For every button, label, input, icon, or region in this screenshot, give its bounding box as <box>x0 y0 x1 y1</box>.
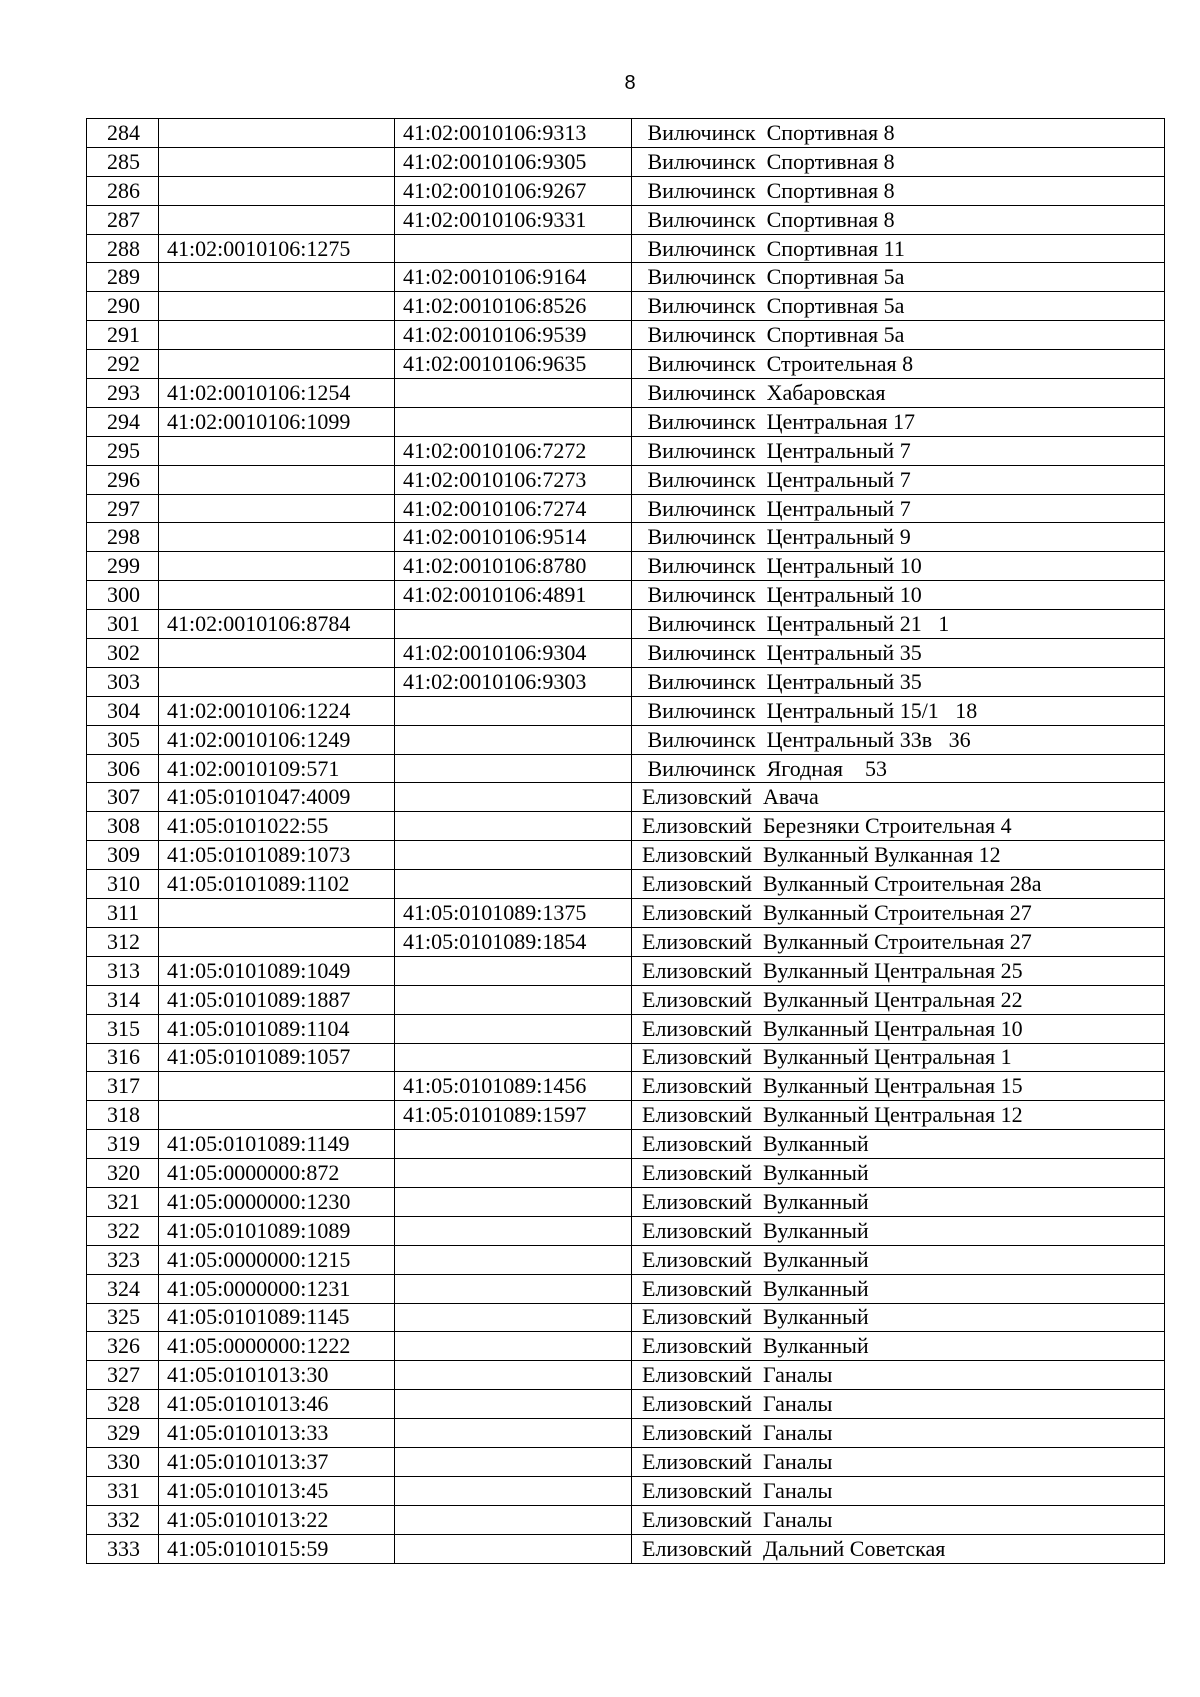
premise-cadastral-number-cell <box>395 1014 632 1043</box>
cadastral-number-cell <box>159 581 395 610</box>
address-cell: Елизовский Вулканный Строительная 27 <box>632 927 1165 956</box>
table-row <box>87 205 1165 234</box>
premise-cadastral-number-cell <box>395 1303 632 1332</box>
premise-cadastral-number-cell <box>395 783 632 812</box>
row-number-cell: 288 <box>87 234 159 263</box>
address-cell: Елизовский Вулканный <box>632 1159 1165 1188</box>
cadastral-number-cell <box>159 899 395 928</box>
table-row <box>87 1447 1165 1476</box>
address-cell: Вилючинск Центральный 21 1 <box>632 610 1165 639</box>
address-cell: Елизовский Вулканный <box>632 1216 1165 1245</box>
table-row <box>87 1216 1165 1245</box>
row-number-cell: 317 <box>87 1072 159 1101</box>
table-row <box>87 321 1165 350</box>
premise-cadastral-number-cell <box>395 956 632 985</box>
cadastral-number-cell: 41:05:0101089:1049 <box>159 956 395 985</box>
premise-cadastral-number-cell <box>395 812 632 841</box>
table-row <box>87 1043 1165 1072</box>
premise-cadastral-number-cell <box>395 1245 632 1274</box>
table-row <box>87 1332 1165 1361</box>
address-cell: Вилючинск Спортивная 5а <box>632 321 1165 350</box>
address-cell: Елизовский Вулканный <box>632 1245 1165 1274</box>
address-cell: Вилючинск Ягодная 53 <box>632 754 1165 783</box>
table-row <box>87 465 1165 494</box>
table-row <box>87 1274 1165 1303</box>
premise-cadastral-number-cell: 41:02:0010106:9635 <box>395 350 632 379</box>
cadastral-number-cell: 41:05:0101089:1149 <box>159 1130 395 1159</box>
table-row <box>87 436 1165 465</box>
table-row <box>87 552 1165 581</box>
row-number-cell: 314 <box>87 985 159 1014</box>
cadastral-number-cell <box>159 1072 395 1101</box>
address-cell: Елизовский Вулканный Строительная 28а <box>632 870 1165 899</box>
row-number-cell: 285 <box>87 147 159 176</box>
table-row <box>87 407 1165 436</box>
premise-cadastral-number-cell <box>395 1187 632 1216</box>
row-number-cell: 312 <box>87 927 159 956</box>
cadastral-number-cell: 41:05:0101089:1089 <box>159 1216 395 1245</box>
premise-cadastral-number-cell: 41:02:0010106:4891 <box>395 581 632 610</box>
cadastral-number-cell: 41:02:0010106:8784 <box>159 610 395 639</box>
row-number-cell: 306 <box>87 754 159 783</box>
cadastral-number-cell: 41:05:0000000:872 <box>159 1159 395 1188</box>
address-cell: Елизовский Вулканный Центральная 15 <box>632 1072 1165 1101</box>
address-cell: Вилючинск Спортивная 5а <box>632 292 1165 321</box>
table-row <box>87 494 1165 523</box>
premise-cadastral-number-cell <box>395 234 632 263</box>
row-number-cell: 313 <box>87 956 159 985</box>
table-row <box>87 350 1165 379</box>
cadastral-number-cell <box>159 205 395 234</box>
address-cell: Вилючинск Спортивная 11 <box>632 234 1165 263</box>
table-row <box>87 1014 1165 1043</box>
table-row <box>87 927 1165 956</box>
premise-cadastral-number-cell <box>395 1419 632 1448</box>
premise-cadastral-number-cell <box>395 1476 632 1505</box>
cadastral-number-cell: 41:02:0010106:1224 <box>159 696 395 725</box>
cadastral-number-cell <box>159 523 395 552</box>
table-row <box>87 610 1165 639</box>
premise-cadastral-number-cell <box>395 841 632 870</box>
row-number-cell: 309 <box>87 841 159 870</box>
table-row <box>87 783 1165 812</box>
premise-cadastral-number-cell <box>395 1043 632 1072</box>
premise-cadastral-number-cell: 41:02:0010106:9514 <box>395 523 632 552</box>
row-number-cell: 332 <box>87 1505 159 1534</box>
premise-cadastral-number-cell: 41:05:0101089:1375 <box>395 899 632 928</box>
premise-cadastral-number-cell: 41:02:0010106:9304 <box>395 639 632 668</box>
table-row <box>87 581 1165 610</box>
row-number-cell: 329 <box>87 1419 159 1448</box>
table-row <box>87 985 1165 1014</box>
premise-cadastral-number-cell <box>395 1534 632 1563</box>
premise-cadastral-number-cell <box>395 985 632 1014</box>
table-row <box>87 1130 1165 1159</box>
row-number-cell: 315 <box>87 1014 159 1043</box>
cadastral-number-cell: 41:05:0101022:55 <box>159 812 395 841</box>
premise-cadastral-number-cell <box>395 725 632 754</box>
row-number-cell: 294 <box>87 407 159 436</box>
premise-cadastral-number-cell: 41:02:0010106:9331 <box>395 205 632 234</box>
table-row <box>87 1390 1165 1419</box>
registry-table-body <box>87 119 1165 1564</box>
address-cell: Елизовский Вулканный <box>632 1303 1165 1332</box>
cadastral-number-cell <box>159 176 395 205</box>
cadastral-number-cell <box>159 147 395 176</box>
address-cell: Вилючинск Центральная 17 <box>632 407 1165 436</box>
premise-cadastral-number-cell: 41:05:0101089:1597 <box>395 1101 632 1130</box>
premise-cadastral-number-cell <box>395 754 632 783</box>
premise-cadastral-number-cell <box>395 1332 632 1361</box>
address-cell: Елизовский Ганалы <box>632 1361 1165 1390</box>
row-number-cell: 328 <box>87 1390 159 1419</box>
table-row <box>87 147 1165 176</box>
table-row <box>87 870 1165 899</box>
address-cell: Вилючинск Центральный 7 <box>632 436 1165 465</box>
row-number-cell: 291 <box>87 321 159 350</box>
address-cell: Елизовский Вулканный Центральная 25 <box>632 956 1165 985</box>
cadastral-number-cell <box>159 436 395 465</box>
address-cell: Елизовский Авача <box>632 783 1165 812</box>
row-number-cell: 321 <box>87 1187 159 1216</box>
row-number-cell: 326 <box>87 1332 159 1361</box>
cadastral-number-cell: 41:05:0101013:30 <box>159 1361 395 1390</box>
premise-cadastral-number-cell: 41:02:0010106:9303 <box>395 667 632 696</box>
address-cell: Елизовский Вулканный <box>632 1187 1165 1216</box>
cadastral-number-cell: 41:05:0000000:1222 <box>159 1332 395 1361</box>
row-number-cell: 320 <box>87 1159 159 1188</box>
cadastral-number-cell: 41:05:0101013:33 <box>159 1419 395 1448</box>
cadastral-number-cell: 41:05:0000000:1215 <box>159 1245 395 1274</box>
row-number-cell: 286 <box>87 176 159 205</box>
table-row <box>87 1072 1165 1101</box>
cadastral-number-cell: 41:05:0101013:37 <box>159 1447 395 1476</box>
address-cell: Елизовский Вулканный Строительная 27 <box>632 899 1165 928</box>
cadastral-number-cell: 41:05:0101089:1104 <box>159 1014 395 1043</box>
row-number-cell: 303 <box>87 667 159 696</box>
row-number-cell: 308 <box>87 812 159 841</box>
row-number-cell: 305 <box>87 725 159 754</box>
cadastral-number-cell: 41:02:0010106:1254 <box>159 379 395 408</box>
table-row <box>87 176 1165 205</box>
table-row <box>87 1505 1165 1534</box>
premise-cadastral-number-cell <box>395 1216 632 1245</box>
row-number-cell: 300 <box>87 581 159 610</box>
address-cell: Вилючинск Центральный 35 <box>632 667 1165 696</box>
table-row <box>87 523 1165 552</box>
premise-cadastral-number-cell: 41:05:0101089:1854 <box>395 927 632 956</box>
row-number-cell: 327 <box>87 1361 159 1390</box>
cadastral-number-cell <box>159 494 395 523</box>
cadastral-number-cell <box>159 1101 395 1130</box>
address-cell: Вилючинск Спортивная 8 <box>632 205 1165 234</box>
cadastral-number-cell: 41:02:0010109:571 <box>159 754 395 783</box>
premise-cadastral-number-cell: 41:02:0010106:8526 <box>395 292 632 321</box>
table-row <box>87 292 1165 321</box>
premise-cadastral-number-cell: 41:02:0010106:9539 <box>395 321 632 350</box>
table-row <box>87 1245 1165 1274</box>
table-row <box>87 754 1165 783</box>
address-cell: Вилючинск Спортивная 8 <box>632 176 1165 205</box>
row-number-cell: 284 <box>87 119 159 148</box>
address-cell: Елизовский Ганалы <box>632 1390 1165 1419</box>
address-cell: Елизовский Вулканный <box>632 1332 1165 1361</box>
address-cell: Елизовский Вулканный Центральная 22 <box>632 985 1165 1014</box>
table-row <box>87 1419 1165 1448</box>
table-row <box>87 1476 1165 1505</box>
address-cell: Елизовский Дальний Советская <box>632 1534 1165 1563</box>
address-cell: Вилючинск Спортивная 8 <box>632 147 1165 176</box>
row-number-cell: 323 <box>87 1245 159 1274</box>
cadastral-number-cell: 41:05:0101015:59 <box>159 1534 395 1563</box>
address-cell: Елизовский Вулканный <box>632 1130 1165 1159</box>
premise-cadastral-number-cell <box>395 1274 632 1303</box>
cadastral-number-cell: 41:05:0101013:22 <box>159 1505 395 1534</box>
address-cell: Вилючинск Спортивная 8 <box>632 119 1165 148</box>
premise-cadastral-number-cell <box>395 407 632 436</box>
premise-cadastral-number-cell <box>395 379 632 408</box>
row-number-cell: 311 <box>87 899 159 928</box>
table-row <box>87 1534 1165 1563</box>
cadastral-number-cell: 41:05:0101089:1887 <box>159 985 395 1014</box>
row-number-cell: 322 <box>87 1216 159 1245</box>
table-row <box>87 812 1165 841</box>
cadastral-number-cell <box>159 639 395 668</box>
premise-cadastral-number-cell <box>395 1159 632 1188</box>
cadastral-number-cell <box>159 465 395 494</box>
row-number-cell: 293 <box>87 379 159 408</box>
cadastral-number-cell: 41:05:0101089:1073 <box>159 841 395 870</box>
premise-cadastral-number-cell <box>395 610 632 639</box>
row-number-cell: 307 <box>87 783 159 812</box>
premise-cadastral-number-cell: 41:02:0010106:7274 <box>395 494 632 523</box>
cadastral-number-cell: 41:05:0101089:1102 <box>159 870 395 899</box>
premise-cadastral-number-cell: 41:02:0010106:9305 <box>395 147 632 176</box>
cadastral-number-cell: 41:05:0101047:4009 <box>159 783 395 812</box>
address-cell: Вилючинск Хабаровская <box>632 379 1165 408</box>
premise-cadastral-number-cell <box>395 1361 632 1390</box>
table-row <box>87 1187 1165 1216</box>
address-cell: Елизовский Ганалы <box>632 1447 1165 1476</box>
address-cell: Елизовский Вулканный Центральная 10 <box>632 1014 1165 1043</box>
registry-table <box>86 118 1165 1564</box>
cadastral-number-cell <box>159 552 395 581</box>
premise-cadastral-number-cell: 41:02:0010106:9267 <box>395 176 632 205</box>
address-cell: Вилючинск Центральный 10 <box>632 581 1165 610</box>
address-cell: Вилючинск Центральный 7 <box>632 465 1165 494</box>
premise-cadastral-number-cell: 41:02:0010106:7273 <box>395 465 632 494</box>
premise-cadastral-number-cell <box>395 696 632 725</box>
premise-cadastral-number-cell <box>395 1390 632 1419</box>
address-cell: Елизовский Ганалы <box>632 1505 1165 1534</box>
premise-cadastral-number-cell: 41:05:0101089:1456 <box>395 1072 632 1101</box>
address-cell: Вилючинск Центральный 15/1 18 <box>632 696 1165 725</box>
table-row <box>87 899 1165 928</box>
premise-cadastral-number-cell: 41:02:0010106:9313 <box>395 119 632 148</box>
address-cell: Елизовский Ганалы <box>632 1476 1165 1505</box>
address-cell: Вилючинск Центральный 10 <box>632 552 1165 581</box>
row-number-cell: 299 <box>87 552 159 581</box>
address-cell: Вилючинск Центральный 7 <box>632 494 1165 523</box>
address-cell: Вилючинск Центральный 35 <box>632 639 1165 668</box>
row-number-cell: 325 <box>87 1303 159 1332</box>
cadastral-number-cell <box>159 292 395 321</box>
row-number-cell: 292 <box>87 350 159 379</box>
table-row <box>87 1303 1165 1332</box>
address-cell: Вилючинск Центральный 33в 36 <box>632 725 1165 754</box>
premise-cadastral-number-cell <box>395 1447 632 1476</box>
row-number-cell: 301 <box>87 610 159 639</box>
table-row <box>87 263 1165 292</box>
table-row <box>87 119 1165 148</box>
cadastral-number-cell <box>159 927 395 956</box>
table-row <box>87 956 1165 985</box>
row-number-cell: 295 <box>87 436 159 465</box>
cadastral-number-cell: 41:05:0101089:1057 <box>159 1043 395 1072</box>
table-row <box>87 1101 1165 1130</box>
address-cell: Вилючинск Центральный 9 <box>632 523 1165 552</box>
row-number-cell: 331 <box>87 1476 159 1505</box>
cadastral-number-cell <box>159 667 395 696</box>
cadastral-number-cell <box>159 119 395 148</box>
row-number-cell: 297 <box>87 494 159 523</box>
table-row <box>87 1159 1165 1188</box>
table-row <box>87 667 1165 696</box>
cadastral-number-cell: 41:02:0010106:1099 <box>159 407 395 436</box>
table-row <box>87 696 1165 725</box>
row-number-cell: 302 <box>87 639 159 668</box>
address-cell: Елизовский Вулканный Вулканная 12 <box>632 841 1165 870</box>
cadastral-number-cell: 41:05:0101013:45 <box>159 1476 395 1505</box>
premise-cadastral-number-cell: 41:02:0010106:8780 <box>395 552 632 581</box>
table-row <box>87 1361 1165 1390</box>
address-cell: Елизовский Вулканный Центральная 12 <box>632 1101 1165 1130</box>
premise-cadastral-number-cell <box>395 1130 632 1159</box>
table-row <box>87 841 1165 870</box>
table-row <box>87 639 1165 668</box>
premise-cadastral-number-cell: 41:02:0010106:9164 <box>395 263 632 292</box>
address-cell: Елизовский Вулканный <box>632 1274 1165 1303</box>
cadastral-number-cell: 41:02:0010106:1275 <box>159 234 395 263</box>
address-cell: Вилючинск Спортивная 5а <box>632 263 1165 292</box>
row-number-cell: 289 <box>87 263 159 292</box>
address-cell: Елизовский Березняки Строительная 4 <box>632 812 1165 841</box>
premise-cadastral-number-cell <box>395 1505 632 1534</box>
table-row <box>87 725 1165 754</box>
cadastral-number-cell: 41:02:0010106:1249 <box>159 725 395 754</box>
cadastral-number-cell: 41:05:0000000:1230 <box>159 1187 395 1216</box>
row-number-cell: 316 <box>87 1043 159 1072</box>
cadastral-number-cell <box>159 321 395 350</box>
row-number-cell: 287 <box>87 205 159 234</box>
row-number-cell: 298 <box>87 523 159 552</box>
cadastral-number-cell: 41:05:0101089:1145 <box>159 1303 395 1332</box>
row-number-cell: 304 <box>87 696 159 725</box>
table-row <box>87 234 1165 263</box>
premise-cadastral-number-cell: 41:02:0010106:7272 <box>395 436 632 465</box>
cadastral-number-cell: 41:05:0000000:1231 <box>159 1274 395 1303</box>
address-cell: Елизовский Ганалы <box>632 1419 1165 1448</box>
page-number: 8 <box>624 72 636 94</box>
row-number-cell: 324 <box>87 1274 159 1303</box>
cadastral-number-cell <box>159 350 395 379</box>
row-number-cell: 318 <box>87 1101 159 1130</box>
address-cell: Вилючинск Строительная 8 <box>632 350 1165 379</box>
row-number-cell: 333 <box>87 1534 159 1563</box>
address-cell: Елизовский Вулканный Центральная 1 <box>632 1043 1165 1072</box>
row-number-cell: 330 <box>87 1447 159 1476</box>
row-number-cell: 319 <box>87 1130 159 1159</box>
row-number-cell: 290 <box>87 292 159 321</box>
premise-cadastral-number-cell <box>395 870 632 899</box>
cadastral-number-cell <box>159 263 395 292</box>
cadastral-number-cell: 41:05:0101013:46 <box>159 1390 395 1419</box>
table-row <box>87 379 1165 408</box>
row-number-cell: 296 <box>87 465 159 494</box>
row-number-cell: 310 <box>87 870 159 899</box>
